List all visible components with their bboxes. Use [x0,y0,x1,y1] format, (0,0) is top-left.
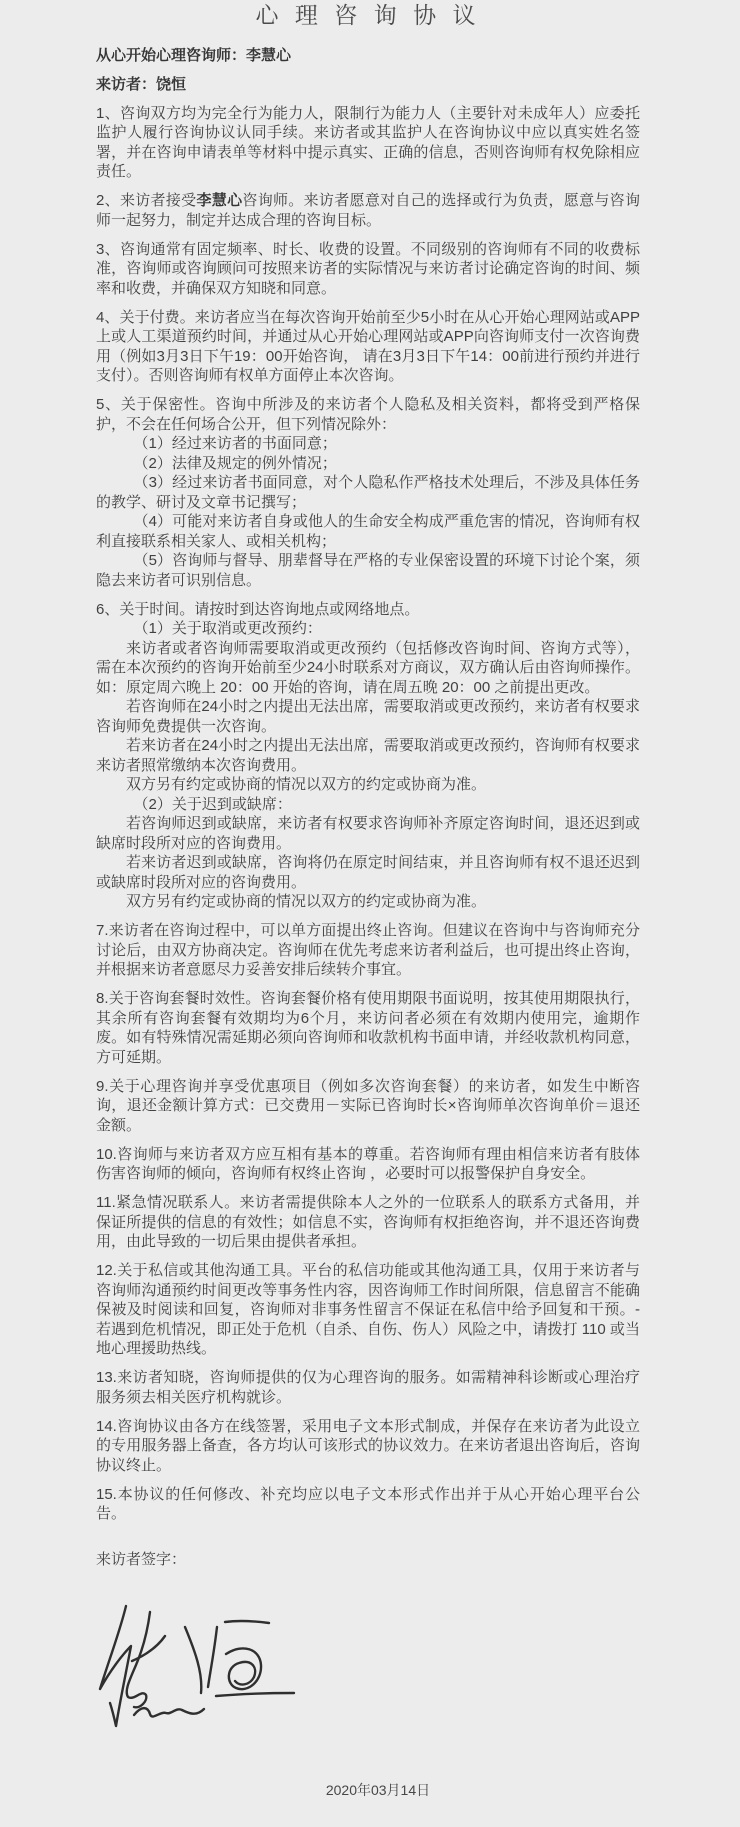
visitor-line [96,75,640,95]
signature-label: 来访者签字： [96,1550,187,1568]
paragraph-line: （2）法律及规定的例外情况； [133,454,337,472]
paragraph-line: 8.关于咨询套餐时效性。咨询套餐价格有使用期限书面说明，按其使用期限执行，其余所有咨询套餐有效期均为6个月，来访问者必须在有效期内使用完，逾期作废。如有特殊情况需延期必须向咨询师和收款机构书面申请，并经收款机构同意，方可延期。 [96,990,640,1066]
paragraph-line: 5、关于保密性。咨询中所涉及的来访者个人隐私及相关资料，都将受到严格保护，不会在任何场合公开，但下列情况除外： [96,396,640,433]
paragraph-line: 双方另有约定或协商的情况以双方的约定或协商为准。 [126,776,487,793]
agreement-paragraph [96,308,640,386]
paragraph-line: 13.来访者知晓，咨询师提供的仅为心理咨询的服务。如需精神科诊断或心理治疗服务须去相关医疗机构就诊。 [96,1369,640,1406]
agreement-paragraph [96,1368,640,1407]
paragraph-line: （3）经过来访者书面同意，对个人隐私作严格技术处理后，不涉及具体任务的教学、研讨及文章书记撰写； [96,474,640,511]
agreement-paragraph [96,1417,640,1476]
signature-scribble [98,1599,318,1739]
paragraph-line: （2）关于迟到或缺席： [133,795,292,813]
counselor-name: 李慧心 [246,47,292,64]
agreement-paragraph [96,395,640,590]
agreement-paragraph [96,1077,640,1136]
agreement-paragraph [96,240,640,299]
agreement-body [96,104,640,1524]
paragraph-line: （4）可能对来访者自身或他人的生命安全构成严重危害的情况，咨询师有权利直接联系相关家人、或相关机构； [96,513,640,550]
agreement-paragraph [96,1193,640,1252]
paragraph-line: 1、咨询双方均为完全行为能力人，限制行为能力人（主要针对未成年人）应委托监护人履行咨询协议认同手续。来访者或其监护人在咨询协议中应以真实姓名签署，并在咨询申请表单等材料中提示真实、正确的信息，否则咨询师有权免除相应责任。 [96,104,640,180]
paragraph-line: 15.本协议的任何修改、补充均应以电子文本形式作出并于从心开始心理平台公告。 [96,1485,640,1522]
paragraph-line: 若来访者迟到或缺席，咨询将仍在原定时间结束，并且咨询师有权不退还迟到或缺席时段所对应的咨询费用。 [96,854,640,891]
paragraph-line: （5）咨询师与督导、朋辈督导在严格的专业保密设置的环境下讨论个案，须隐去来访者可识别信息。 [96,552,640,589]
paragraph-line: 10.咨询师与来访者双方应互相有基本的尊重。若咨询师有理由相信来访者有肢体伤害咨询师的倾向，咨询师有权终止咨询 ，必要时可以报警保护自身安全。 [96,1145,640,1182]
agreement-paragraph [96,1485,640,1524]
paragraph-line: 11.紧急情况联系人。来访者需提供除本人之外的一位联系人的联系方式备用，并保证所提供的信息的有效性；如信息不实，咨询师有权拒绝咨询，并不退还咨询费用，由此导致的一切后果由提供者承担。 [96,1194,640,1250]
paragraph-line: 12.关于私信或其他沟通工具。平台的私信功能或其他沟通工具，仅用于来访者与咨询师沟通预约时间更改等事务性内容，因咨询师工作时间所限，信息留言不能确保被及时阅读和回复，咨询师对非事务性留言不保证在私信中给予回复和干预。- 若遇到危机情况，即正处于危机（自杀、自伤、伤人）风险之中，请拨打 110 或当地心理援助热线。 [96,1262,640,1357]
paragraph-line: （1）经过来访者的书面同意； [133,435,337,452]
paragraph-line: 3、咨询通常有固定频率、时长、收费的设置。不同级别的咨询师有不同的收费标准，咨询师或咨询顾问可按照来访者的实际情况与来访者讨论确定咨询的时间、频率和收费，并确保双方知晓和同意。 [96,240,640,297]
paragraph-line: 2、来访者接受李慧心咨询师。来访者愿意对自己的选择或行为负责，愿意与咨询师一起努力，制定并达成合理的咨询目标。 [96,192,640,229]
visitor-name: 饶恒 [156,75,187,93]
paragraph-line: 双方另有约定或协商的情况以双方的约定或协商为准。 [126,893,487,910]
paragraph-line: （1）关于取消或更改预约： [133,620,322,637]
agreement-paragraph [96,1145,640,1184]
paragraph-line: 9.关于心理咨询并享受优惠项目（例如多次咨询套餐）的来访者，如发生中断咨询，退还金额计算方式：已交费用－实际已咨询时长×咨询师单次咨询单价＝退还金额。 [96,1077,640,1134]
paragraph-line: 若咨询师在24小时之内提出无法出席，需要取消或更改预约，来访者有权要求咨询师免费提供一次咨询。 [96,698,640,735]
agreement-paragraph [96,921,640,980]
paragraph-line: 若来访者在24小时之内提出无法出席，需要取消或更改预约，咨询师有权要求来访者照常缴纳本次咨询费用。 [96,737,640,774]
agreement-paragraph [96,191,640,230]
signature-date: 2020年03月14日 [325,1782,431,1798]
agreement-paragraph [96,104,640,182]
paragraph-line: 7.来访者在咨询过程中，可以单方面提出终止咨询。但建议在咨询中与咨询师充分讨论后，由双方协商决定。咨询师在优先考虑来访者利益后，也可提出终止咨询，并根据来访者意愿尽力妥善安排后续转介事宜。 [96,922,640,978]
agreement-paragraph [96,1261,640,1359]
agreement-paragraph [96,989,640,1067]
paragraph-line: 来访者或者咨询师需要取消或更改预约（包括修改咨询时间、咨询方式等），需在本次预约的咨询开始前至少24小时联系对方商议，双方确认后由咨询师操作。如：原定周六晚上 20：00 开始的咨询，请在周五晚 20：00 之前提出更改。 [96,639,640,696]
paragraph-line: 6、关于时间。请按时到达咨询地点或网络地点。 [96,600,420,618]
counselor-label: 从心开始心理咨询师： [96,47,247,64]
paragraph-line: 4、关于付费。来访者应当在每次咨询开始前至少5小时在从心开始心理网站或APP上或人工渠道预约时间，并通过从心开始心理网站或APP向咨询师支付一次咨询费用（例如3月3日下午19：00开始咨询， 请在3月3日下午14：00前进行预约并进行支付）。否则咨询师有权单方面停止本次咨询。 [96,308,640,384]
agreement-paragraph [96,600,640,912]
signature-section [96,1550,640,1801]
paragraph-line: 若咨询师迟到或缺席，来访者有权要求咨询师补齐原定咨询时间，退还迟到或缺席时段所对应的咨询费用。 [96,815,640,852]
paragraph-line: 14.咨询协议由各方在线签署，采用电子文本形式制成，并保存在来访者为此设立的专用服务器上备查，各方均认可该形式的协议效力。在来访者退出咨询后，咨询协议终止。 [96,1417,640,1474]
visitor-label: 来访者： [96,75,157,93]
counselor-line [96,46,640,66]
document-title: 心 理 咨 询 协 议 [255,2,481,28]
